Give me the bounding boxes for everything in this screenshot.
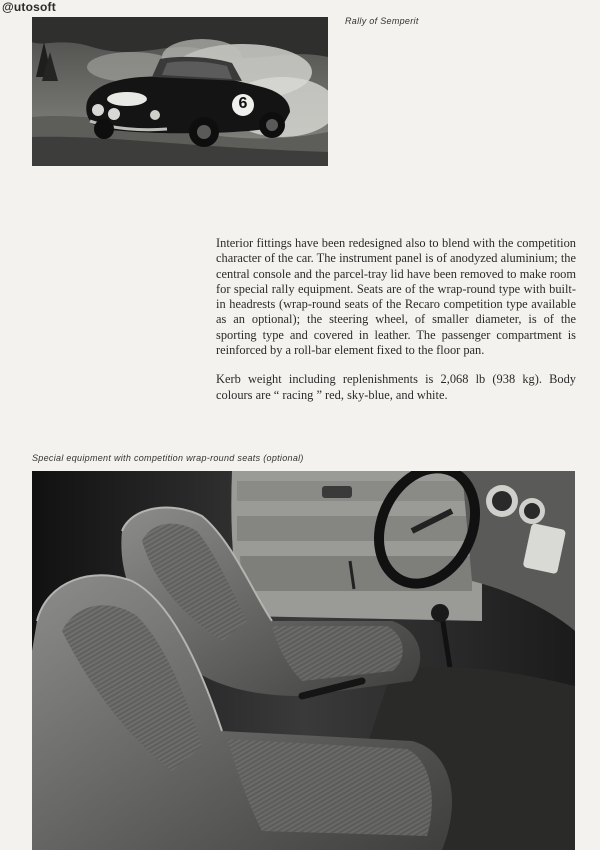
interior-seats-photo <box>32 471 575 850</box>
body-text <box>216 236 576 417</box>
paragraph-kerb-weight: Kerb weight including replenishments is 2,068 lb (938 kg). Body colours are “ racing ” red, sky-blue, and white. <box>216 372 576 402</box>
watermark-logo: @utosoft <box>2 0 56 14</box>
bottom-photo-caption: Special equipment with competition wrap-round seats (optional) <box>32 453 304 463</box>
rally-car-photo <box>32 17 328 166</box>
car-number: 6 <box>238 95 248 112</box>
top-photo-caption: Rally of Semperit <box>345 16 419 26</box>
paragraph-interior: Interior fittings have been redesigned also to blend with the competition character of the car. The instrument panel is of anodyzed aluminium; the central console and the parcel-tray lid have been removed to make room for special rally equipment. Seats are of the wrap-round type with built-in headrests (wrap-round seats of the Recaro competition type available as an optional); the steering wheel, of smaller diameter, is of the sporting type and covered in leather. The passenger compartment is reinforced by a roll-bar element fixed to the floor pan. <box>216 236 576 358</box>
